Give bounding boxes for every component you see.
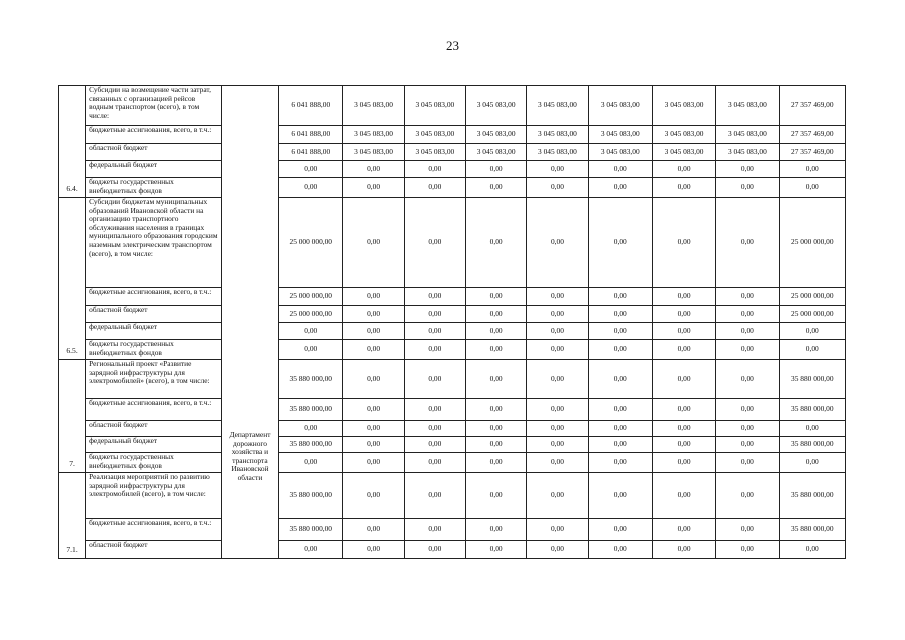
funding-source-label: бюджетные ассигнования, всего, в т.ч.: bbox=[86, 288, 222, 306]
amount-cell: 0,00 bbox=[404, 288, 465, 306]
amount-cell: 0,00 bbox=[527, 541, 588, 559]
amount-cell: 0,00 bbox=[343, 360, 404, 399]
amount-cell: 0,00 bbox=[343, 541, 404, 559]
amount-cell: 0,00 bbox=[527, 178, 588, 198]
amount-cell: 0,00 bbox=[404, 360, 465, 399]
amount-cell: 25 000 000,00 bbox=[279, 198, 343, 288]
amount-cell: 0,00 bbox=[466, 340, 527, 360]
amount-cell: 0,00 bbox=[716, 306, 779, 323]
amount-cell: 0,00 bbox=[588, 340, 652, 360]
funding-source-label: федеральный бюджет bbox=[86, 437, 222, 453]
amount-cell: 0,00 bbox=[527, 437, 588, 453]
funding-source-label: областной бюджет bbox=[86, 421, 222, 437]
funding-source-label: бюджеты государственных внебюджетных фондов bbox=[86, 453, 222, 473]
amount-cell: 0,00 bbox=[527, 421, 588, 437]
amount-cell: 0,00 bbox=[279, 161, 343, 178]
total-amount-cell: 0,00 bbox=[779, 541, 845, 559]
amount-cell: 0,00 bbox=[652, 306, 715, 323]
amount-cell: 0,00 bbox=[466, 360, 527, 399]
amount-cell: 3 045 083,00 bbox=[652, 126, 715, 144]
amount-cell: 0,00 bbox=[279, 178, 343, 198]
amount-cell: 3 045 083,00 bbox=[343, 86, 404, 126]
amount-cell: 0,00 bbox=[343, 198, 404, 288]
amount-cell: 0,00 bbox=[343, 519, 404, 541]
amount-cell: 0,00 bbox=[716, 541, 779, 559]
amount-cell: 0,00 bbox=[588, 421, 652, 437]
amount-cell: 0,00 bbox=[652, 541, 715, 559]
amount-cell: 35 880 000,00 bbox=[279, 519, 343, 541]
amount-cell: 0,00 bbox=[588, 399, 652, 421]
amount-cell: 0,00 bbox=[588, 323, 652, 340]
total-amount-cell: 0,00 bbox=[779, 323, 845, 340]
amount-cell: 6 041 888,00 bbox=[279, 126, 343, 144]
table-row bbox=[59, 421, 846, 437]
amount-cell: 0,00 bbox=[466, 306, 527, 323]
amount-cell: 0,00 bbox=[716, 198, 779, 288]
amount-cell: 0,00 bbox=[588, 161, 652, 178]
amount-cell: 0,00 bbox=[343, 453, 404, 473]
table-row bbox=[59, 399, 846, 421]
total-amount-cell: 35 880 000,00 bbox=[779, 360, 845, 399]
amount-cell: 0,00 bbox=[652, 421, 715, 437]
amount-cell: 0,00 bbox=[343, 323, 404, 340]
table-row bbox=[59, 144, 846, 161]
amount-cell: 0,00 bbox=[404, 453, 465, 473]
total-amount-cell: 0,00 bbox=[779, 340, 845, 360]
amount-cell: 3 045 083,00 bbox=[716, 126, 779, 144]
amount-cell: 3 045 083,00 bbox=[466, 86, 527, 126]
total-amount-cell: 35 880 000,00 bbox=[779, 399, 845, 421]
table-row bbox=[59, 306, 846, 323]
amount-cell: 0,00 bbox=[588, 360, 652, 399]
funding-source-label: областной бюджет bbox=[86, 541, 222, 559]
amount-cell: 3 045 083,00 bbox=[343, 144, 404, 161]
amount-cell: 3 045 083,00 bbox=[343, 126, 404, 144]
table-row bbox=[59, 360, 846, 399]
amount-cell: 0,00 bbox=[652, 340, 715, 360]
amount-cell: 0,00 bbox=[652, 161, 715, 178]
amount-cell: 0,00 bbox=[716, 453, 779, 473]
page-number: 23 bbox=[446, 38, 459, 53]
amount-cell: 0,00 bbox=[652, 453, 715, 473]
amount-cell: 0,00 bbox=[527, 519, 588, 541]
funding-source-label: федеральный бюджет bbox=[86, 161, 222, 178]
amount-cell: 0,00 bbox=[588, 453, 652, 473]
amount-cell: 0,00 bbox=[652, 399, 715, 421]
amount-cell: 3 045 083,00 bbox=[716, 86, 779, 126]
amount-cell: 0,00 bbox=[716, 360, 779, 399]
amount-cell: 3 045 083,00 bbox=[466, 144, 527, 161]
table-row bbox=[59, 198, 846, 288]
amount-cell: 0,00 bbox=[652, 198, 715, 288]
total-amount-cell: 25 000 000,00 bbox=[779, 198, 845, 288]
amount-cell: 0,00 bbox=[343, 288, 404, 306]
amount-cell: 0,00 bbox=[343, 306, 404, 323]
amount-cell: 6 041 888,00 bbox=[279, 86, 343, 126]
amount-cell: 0,00 bbox=[652, 473, 715, 519]
amount-cell: 0,00 bbox=[343, 340, 404, 360]
table-row bbox=[59, 437, 846, 453]
amount-cell: 35 880 000,00 bbox=[279, 360, 343, 399]
item-title: Субсидии бюджетам муниципальных образований Ивановской области на организацию транспортного обслуживания населения в границах муниципального образования городским наземным электрическим транспортом (всего), в том числе: bbox=[86, 198, 222, 288]
amount-cell: 0,00 bbox=[527, 473, 588, 519]
amount-cell: 0,00 bbox=[527, 161, 588, 178]
amount-cell: 0,00 bbox=[588, 198, 652, 288]
amount-cell: 0,00 bbox=[527, 453, 588, 473]
amount-cell: 0,00 bbox=[404, 399, 465, 421]
amount-cell: 0,00 bbox=[466, 323, 527, 340]
total-amount-cell: 0,00 bbox=[779, 421, 845, 437]
amount-cell: 0,00 bbox=[279, 323, 343, 340]
item-title: Субсидии на возмещение части затрат, связанных с организацией рейсов водным транспортом (всего), в том числе: bbox=[86, 86, 222, 126]
total-amount-cell: 35 880 000,00 bbox=[779, 519, 845, 541]
table-row bbox=[59, 288, 846, 306]
amount-cell: 0,00 bbox=[279, 340, 343, 360]
total-amount-cell: 0,00 bbox=[779, 453, 845, 473]
item-title: Реализация мероприятий по развитию зарядной инфраструктуры для электромобилей (всего), в том числе: bbox=[86, 473, 222, 519]
total-amount-cell: 27 357 469,00 bbox=[779, 126, 845, 144]
amount-cell: 0,00 bbox=[652, 288, 715, 306]
table-row bbox=[59, 161, 846, 178]
amount-cell: 3 045 083,00 bbox=[588, 86, 652, 126]
amount-cell: 0,00 bbox=[527, 288, 588, 306]
amount-cell: 3 045 083,00 bbox=[588, 144, 652, 161]
amount-cell: 0,00 bbox=[527, 340, 588, 360]
amount-cell: 0,00 bbox=[466, 178, 527, 198]
total-amount-cell: 27 357 469,00 bbox=[779, 86, 845, 126]
funding-source-label: бюджеты государственных внебюджетных фондов bbox=[86, 178, 222, 198]
amount-cell: 3 045 083,00 bbox=[404, 144, 465, 161]
amount-cell: 0,00 bbox=[279, 541, 343, 559]
amount-cell: 0,00 bbox=[466, 421, 527, 437]
amount-cell: 0,00 bbox=[466, 437, 527, 453]
amount-cell: 0,00 bbox=[527, 399, 588, 421]
amount-cell: 0,00 bbox=[652, 178, 715, 198]
item-title: Региональный проект «Развитие зарядной инфраструктуры для электромобилей» (всего), в том числе: bbox=[86, 360, 222, 399]
amount-cell: 6 041 888,00 bbox=[279, 144, 343, 161]
amount-cell: 0,00 bbox=[404, 437, 465, 453]
amount-cell: 0,00 bbox=[716, 323, 779, 340]
amount-cell: 0,00 bbox=[343, 473, 404, 519]
amount-cell: 0,00 bbox=[279, 453, 343, 473]
amount-cell: 3 045 083,00 bbox=[652, 144, 715, 161]
funding-source-label: бюджетные ассигнования, всего, в т.ч.: bbox=[86, 399, 222, 421]
amount-cell: 0,00 bbox=[404, 178, 465, 198]
amount-cell: 3 045 083,00 bbox=[527, 144, 588, 161]
table-row bbox=[59, 541, 846, 559]
total-amount-cell: 0,00 bbox=[779, 178, 845, 198]
total-amount-cell: 0,00 bbox=[779, 161, 845, 178]
funding-source-label: федеральный бюджет bbox=[86, 323, 222, 340]
amount-cell: 0,00 bbox=[716, 421, 779, 437]
amount-cell: 0,00 bbox=[466, 161, 527, 178]
total-amount-cell: 35 880 000,00 bbox=[779, 437, 845, 453]
amount-cell: 35 880 000,00 bbox=[279, 473, 343, 519]
table-row bbox=[59, 86, 846, 126]
amount-cell: 0,00 bbox=[588, 178, 652, 198]
amount-cell: 0,00 bbox=[466, 198, 527, 288]
amount-cell: 0,00 bbox=[716, 399, 779, 421]
funding-source-label: бюджетные ассигнования, всего, в т.ч.: bbox=[86, 519, 222, 541]
amount-cell: 0,00 bbox=[404, 473, 465, 519]
amount-cell: 0,00 bbox=[588, 306, 652, 323]
amount-cell: 0,00 bbox=[716, 288, 779, 306]
item-number: 7. bbox=[59, 360, 86, 473]
amount-cell: 3 045 083,00 bbox=[588, 126, 652, 144]
amount-cell: 0,00 bbox=[588, 288, 652, 306]
table-row bbox=[59, 519, 846, 541]
responsible-executor: Департамент дорожного хозяйства и транспорта Ивановской области bbox=[221, 86, 278, 559]
amount-cell: 0,00 bbox=[404, 198, 465, 288]
amount-cell: 0,00 bbox=[588, 473, 652, 519]
amount-cell: 0,00 bbox=[404, 541, 465, 559]
amount-cell: 0,00 bbox=[527, 360, 588, 399]
amount-cell: 0,00 bbox=[404, 340, 465, 360]
table-row bbox=[59, 453, 846, 473]
amount-cell: 0,00 bbox=[343, 421, 404, 437]
amount-cell: 25 000 000,00 bbox=[279, 306, 343, 323]
amount-cell: 0,00 bbox=[527, 306, 588, 323]
funding-source-label: областной бюджет bbox=[86, 306, 222, 323]
amount-cell: 0,00 bbox=[466, 473, 527, 519]
funding-source-label: бюджетные ассигнования, всего, в т.ч.: bbox=[86, 126, 222, 144]
amount-cell: 0,00 bbox=[466, 541, 527, 559]
total-amount-cell: 25 000 000,00 bbox=[779, 288, 845, 306]
budget-table bbox=[58, 85, 846, 559]
amount-cell: 3 045 083,00 bbox=[652, 86, 715, 126]
amount-cell: 3 045 083,00 bbox=[404, 126, 465, 144]
amount-cell: 3 045 083,00 bbox=[466, 126, 527, 144]
total-amount-cell: 35 880 000,00 bbox=[779, 473, 845, 519]
table-row bbox=[59, 340, 846, 360]
item-number: 6.5. bbox=[59, 198, 86, 360]
amount-cell: 0,00 bbox=[588, 541, 652, 559]
table-row bbox=[59, 473, 846, 519]
amount-cell: 0,00 bbox=[404, 421, 465, 437]
amount-cell: 0,00 bbox=[404, 519, 465, 541]
funding-source-label: бюджеты государственных внебюджетных фондов bbox=[86, 340, 222, 360]
amount-cell: 35 880 000,00 bbox=[279, 437, 343, 453]
amount-cell: 0,00 bbox=[343, 178, 404, 198]
table-row bbox=[59, 126, 846, 144]
amount-cell: 0,00 bbox=[404, 161, 465, 178]
amount-cell: 0,00 bbox=[404, 323, 465, 340]
amount-cell: 0,00 bbox=[343, 399, 404, 421]
table-row bbox=[59, 323, 846, 340]
amount-cell: 3 045 083,00 bbox=[527, 126, 588, 144]
amount-cell: 0,00 bbox=[716, 519, 779, 541]
amount-cell: 0,00 bbox=[716, 340, 779, 360]
item-number: 6.4. bbox=[59, 86, 86, 198]
amount-cell: 0,00 bbox=[652, 360, 715, 399]
amount-cell: 3 045 083,00 bbox=[527, 86, 588, 126]
amount-cell: 3 045 083,00 bbox=[716, 144, 779, 161]
amount-cell: 35 880 000,00 bbox=[279, 399, 343, 421]
amount-cell: 0,00 bbox=[527, 198, 588, 288]
amount-cell: 0,00 bbox=[652, 323, 715, 340]
amount-cell: 25 000 000,00 bbox=[279, 288, 343, 306]
amount-cell: 0,00 bbox=[279, 421, 343, 437]
amount-cell: 0,00 bbox=[588, 519, 652, 541]
amount-cell: 0,00 bbox=[652, 519, 715, 541]
item-number: 7.1. bbox=[59, 473, 86, 559]
total-amount-cell: 27 357 469,00 bbox=[779, 144, 845, 161]
amount-cell: 0,00 bbox=[404, 306, 465, 323]
funding-source-label: областной бюджет bbox=[86, 144, 222, 161]
amount-cell: 0,00 bbox=[466, 288, 527, 306]
table-row bbox=[59, 178, 846, 198]
amount-cell: 0,00 bbox=[343, 437, 404, 453]
amount-cell: 0,00 bbox=[466, 399, 527, 421]
amount-cell: 0,00 bbox=[652, 437, 715, 453]
amount-cell: 0,00 bbox=[716, 161, 779, 178]
total-amount-cell: 25 000 000,00 bbox=[779, 306, 845, 323]
amount-cell: 0,00 bbox=[716, 178, 779, 198]
amount-cell: 0,00 bbox=[466, 453, 527, 473]
amount-cell: 0,00 bbox=[466, 519, 527, 541]
amount-cell: 3 045 083,00 bbox=[404, 86, 465, 126]
amount-cell: 0,00 bbox=[716, 437, 779, 453]
amount-cell: 0,00 bbox=[588, 437, 652, 453]
amount-cell: 0,00 bbox=[343, 161, 404, 178]
amount-cell: 0,00 bbox=[527, 323, 588, 340]
amount-cell: 0,00 bbox=[716, 473, 779, 519]
